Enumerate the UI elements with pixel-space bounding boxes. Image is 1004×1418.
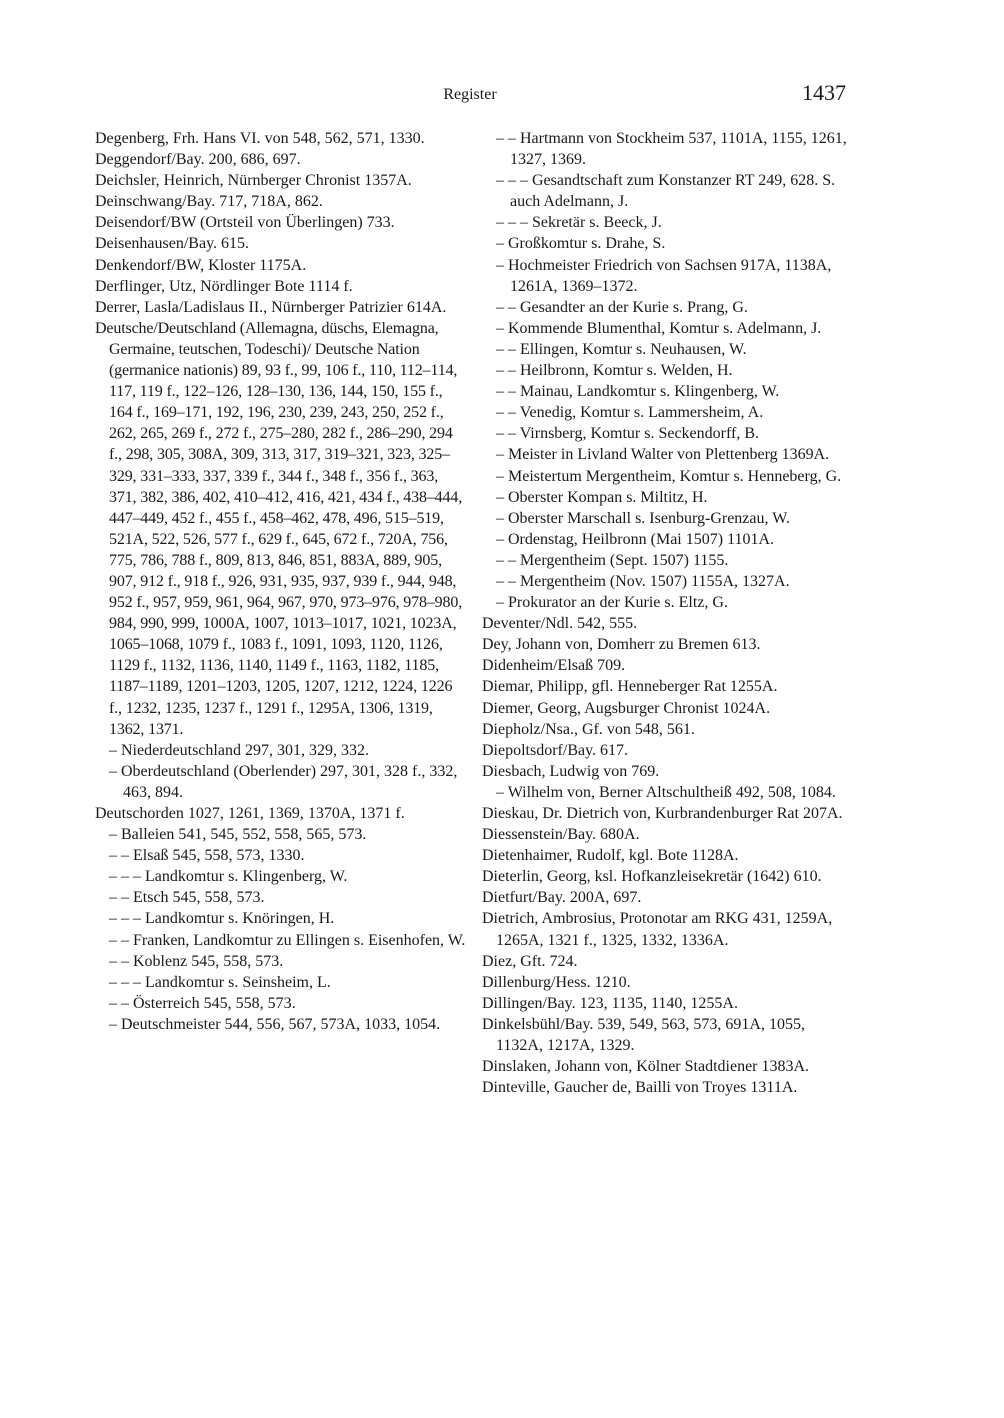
register-entry: – – Franken, Landkomtur zu Ellingen s. Eisenhofen, W. [109, 931, 466, 949]
register-entry: – – Österreich 545, 558, 573. [109, 994, 296, 1012]
register-entry: – – Gesandter an der Kurie s. Prang, G. [496, 298, 748, 316]
register-entry: Dieskau, Dr. Dietrich von, Kurbrandenburger Rat 207A. [482, 805, 843, 822]
register-entry: Dinkelsbühl/Bay. 539, 549, 563, 573, 691A, 1055, 1132A, 1217A, 1329. [482, 1015, 805, 1055]
register-entry: – – – Landkomtur s. Klingenberg, W. [109, 868, 348, 886]
register-entry: Diessenstein/Bay. 680A. [482, 826, 640, 844]
register-entry: – – – Sekretär s. Beeck, J. [496, 214, 662, 232]
register-entry: – Hochmeister Friedrich von Sachsen 917A, 1138A, 1261A, 1369–1372. [496, 256, 832, 295]
register-entry: – Ordenstag, Heilbronn (Mai 1507) 1101A. [496, 530, 775, 548]
running-head [0, 80, 1004, 108]
register-entry: – – – Landkomtur s. Knöringen, H. [109, 910, 335, 928]
register-entry: Dietenhaimer, Rudolf, kgl. Bote 1128A. [482, 847, 739, 865]
register-entry: – Oberster Marschall s. Isenburg-Grenzau, W. [496, 509, 790, 527]
register-column-right [482, 128, 854, 1098]
register-entry: – Meister in Livland Walter von Plettenberg 1369A. [496, 446, 830, 464]
register-entry: Deinschwang/Bay. 717, 718A, 862. [95, 193, 323, 211]
register-entry: – Deutschmeister 544, 556, 567, 573A, 1033, 1054. [109, 1015, 441, 1033]
register-entry: Diepoltsdorf/Bay. 617. [482, 741, 629, 759]
register-entry: – Niederdeutschland 297, 301, 329, 332. [109, 741, 369, 759]
register-entry: Deggendorf/Bay. 200, 686, 697. [95, 151, 301, 169]
register-entry: – – Hartmann von Stockheim 537, 1101A, 1155, 1261, 1327, 1369. [496, 130, 847, 169]
register-entry: Deichsler, Heinrich, Nürnberger Chronist 1357A. [95, 172, 412, 190]
register-entry: Derrer, Lasla/Ladislaus II., Nürnberger Patrizier 614A. [95, 298, 447, 316]
register-entry: Deutsche/Deutschland (Allemagna, düschs, Elemagna, Germaine, teutschen, Todeschi)/ Deutsche Nation (germanice nationis) 89, 93 f., 99, 106 f., 110, 112–114, 117, 119 f., 122–126, 128–130, 136, 144, 150, 155 f., 164 f., 169–171, 192, 196, 230, 239, 243, 250, 252 f., 262, 265, 269 f., 272 f., 275–280, 282 f., 286–290, 294 f., 298, 305, 308A, 309, 313, 317, 319–321, 323, 325–329, 331–333, 337, 339 f., 344 f., 348 f., 356 f., 363, 371, 382, 386, 402, 410–412, 416, 421, 434 f., 438–444, 447–449, 452 f., 455 f., 458–462, 478, 496, 515–519, 521A, 522, 526, 577 f., 629 f., 645, 672 f., 720A, 756, 775, 786, 788 f., 809, 813, 846, 851, 883A, 889, 905, 907, 912 f., 918 f., 926, 931, 935, 937, 939 f., 944, 948, 952 f., 957, 959, 961, 964, 967, 970, 973–976, 978–980, 984, 990, 999, 1000A, 1007, 1013–1017, 1021, 1023A, 1065–1068, 1079 f., 1083 f., 1091, 1093, 1120, 1126, 1129 f., 1132, 1136, 1140, 1149 f., 1163, 1182, 1185, 1187–1189, 1201–1203, 1205, 1207, 1212, 1224, 1226 f., 1232, 1235, 1237 f., 1291 f., 1295A, 1306, 1319, 1362, 1371. [95, 319, 463, 738]
running-title: Register [443, 86, 497, 103]
register-entry: – Meistertum Mergentheim, Komtur s. Henneberg, G. [496, 467, 842, 485]
register-entry: – Großkomtur s. Drahe, S. [496, 235, 666, 253]
register-entry: – – Koblenz 545, 558, 573. [109, 952, 284, 970]
register-entry: – – Mergentheim (Nov. 1507) 1155A, 1327A. [496, 572, 790, 590]
register-entry: – – Venedig, Komtur s. Lammersheim, A. [496, 404, 764, 422]
register-entry: Dietfurt/Bay. 200A, 697. [482, 889, 642, 907]
register-entry: – – Mainau, Landkomtur s. Klingenberg, W. [496, 383, 780, 401]
register-entry: Dieterlin, Georg, ksl. Hofkanzleisekretär (1642) 610. [482, 868, 822, 886]
register-column-left [95, 128, 467, 1035]
register-entry: Diemer, Georg, Augsburger Chronist 1024A. [482, 699, 771, 717]
register-entry: Dinteville, Gaucher de, Bailli von Troyes 1311A. [482, 1079, 798, 1097]
register-entry: – Kommende Blumenthal, Komtur s. Adelmann, J. [496, 319, 822, 337]
register-entry: – Oberdeutschland (Oberlender) 297, 301, 328 f., 332, 463, 894. [109, 762, 458, 801]
register-entry: Denkendorf/BW, Kloster 1175A. [95, 256, 307, 274]
register-entry: – Oberster Kompan s. Miltitz, H. [496, 488, 708, 506]
register-entry: Deventer/Ndl. 542, 555. [482, 615, 638, 633]
register-entry: Dey, Johann von, Domherr zu Bremen 613. [482, 636, 761, 654]
register-entry: – Wilhelm von, Berner Altschultheiß 492, 508, 1084. [496, 783, 836, 801]
register-entry: – – Mergentheim (Sept. 1507) 1155. [496, 551, 729, 569]
register-entry: – – Virnsberg, Komtur s. Seckendorff, B. [496, 425, 760, 443]
register-entry: Diesbach, Ludwig von 769. [482, 762, 660, 780]
register-entry: Dietrich, Ambrosius, Protonotar am RKG 431, 1259A, 1265A, 1321 f., 1325, 1332, 1336A. [482, 910, 833, 949]
register-entry: Diez, Gft. 724. [482, 952, 578, 970]
register-entry: Derflinger, Utz, Nördlinger Bote 1114 f. [95, 277, 353, 295]
register-entry: – – – Landkomtur s. Seinsheim, L. [109, 973, 331, 991]
register-entry: Deisenhausen/Bay. 615. [95, 235, 250, 253]
register-entry: Deutschorden 1027, 1261, 1369, 1370A, 1371 f. [95, 805, 405, 822]
register-entry: Degenberg, Frh. Hans VI. von 548, 562, 571, 1330. [95, 130, 425, 147]
register-entry: Dinslaken, Johann von, Kölner Stadtdiener 1383A. [482, 1058, 810, 1076]
register-entry: Dillingen/Bay. 123, 1135, 1140, 1255A. [482, 994, 738, 1012]
register-entry: – Prokurator an der Kurie s. Eltz, G. [496, 594, 728, 612]
register-entry: Didenheim/Elsaß 709. [482, 657, 626, 675]
page-number: 1437 [802, 80, 846, 105]
register-entry: – – Heilbronn, Komtur s. Welden, H. [496, 362, 733, 380]
register-entry: – – Etsch 545, 558, 573. [109, 889, 265, 907]
register-entry: Diemar, Philipp, gfl. Henneberger Rat 1255A. [482, 678, 778, 696]
register-entry: – – Ellingen, Komtur s. Neuhausen, W. [496, 340, 747, 358]
register-entry: Deisendorf/BW (Ortsteil von Überlingen) 733. [95, 214, 395, 232]
register-entry: Diepholz/Nsa., Gf. von 548, 561. [482, 720, 695, 738]
register-entry: Dillenburg/Hess. 1210. [482, 973, 631, 991]
register-entry: – – Elsaß 545, 558, 573, 1330. [109, 847, 305, 865]
register-entry: – – – Gesandtschaft zum Konstanzer RT 249, 628. S. auch Adelmann, J. [496, 172, 836, 211]
register-entry: – Balleien 541, 545, 552, 558, 565, 573. [109, 826, 367, 844]
